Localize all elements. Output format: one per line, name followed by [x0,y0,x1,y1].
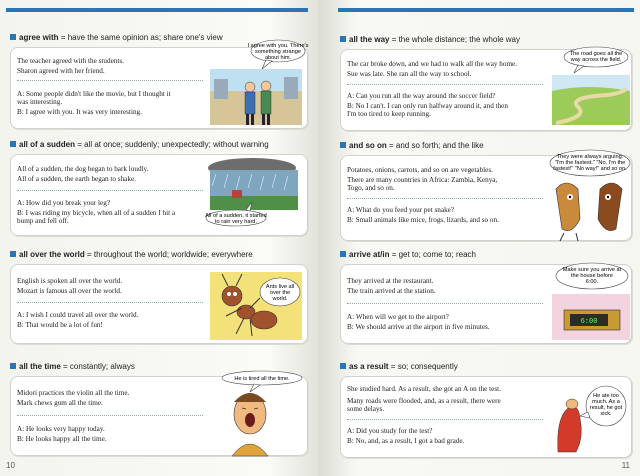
divider [17,190,203,191]
top-rule [6,8,308,12]
dialog-line: B: No I can't. I can only run halfway around it, and then [347,102,508,110]
entry-definition: = the whole distance; the whole way [389,35,520,44]
speech-bubble-line: He is tired all the time. [234,376,290,382]
dialog-line: A: How did you break your leg? [17,199,111,207]
example-line: Mark chews gum all the time. [17,399,103,407]
dialog-line: B: Small animals like mice, frogs, lizards, and so on. [347,216,499,224]
bullet-square-icon [10,251,16,257]
entry-phrase: arrive at/in [349,250,390,259]
example-line: The car broke down, and we had to walk all the way home. [347,60,518,68]
speech-bubble-line: "I'm the fastest." "No, I'm the [554,160,626,166]
dialog-line: bump and fell off. [17,217,69,225]
speech-bubble-line: to rain very hard. [215,219,257,225]
sick-man-illustration [550,378,630,458]
example-line: Sharon agreed with her friend. [17,67,105,75]
entry-all-of-a-sudden [10,140,308,236]
example-line: The teacher agreed with the students. [17,57,124,65]
speech-bubble-line: He ate too [593,393,619,399]
entry-definition: = and so forth; and the like [386,141,484,150]
speech-bubble-line: fastest!" "No way!" and so on. [553,166,627,172]
entry-and-so-on [340,141,632,241]
dialog-line: A: Can you run all the way around the soccer field? [347,92,496,100]
bullet-square-icon [10,363,16,369]
speech-bubble-line: sick. [600,411,612,417]
example-line: There are many countries in Africa: Zambia, Kenya, [347,176,498,184]
example-line: Many roads were flooded, and, as a result, there were [347,397,501,405]
clock-display: 6:00 [580,318,598,326]
entry-all-the-time [10,362,308,458]
speech-bubble-line: All of a sudden, it started [205,213,267,219]
entry-agree-with [10,33,308,129]
example-line: The train arrived at the station. [347,287,436,295]
entry-as-a-result [340,362,632,458]
speech-bubble-line: something strange [254,49,302,55]
entry-definition: = so; consequently [388,362,458,371]
bullet-square-icon [340,36,346,42]
entry-definition: = get to; come to; reach [389,250,476,259]
divider [347,303,543,304]
dialog-line: B: I was riding my bicycle, when all of a sudden I hit a [17,209,176,217]
example-line: All of a sudden, the dog began to bark loudly. [17,165,149,173]
entry-definition: = have the same opinion as; share one's view [58,33,223,42]
entry-heading [10,250,308,260]
rainstorm-illustration [202,156,306,236]
entry-all-the-way [340,35,632,131]
dialog-line: A: He looks very happy today. [17,425,105,433]
entry-arrive-at-in [340,250,632,346]
speech-bubble-line: I agree with you. There's [247,43,309,49]
entry-phrase: agree with [19,33,59,42]
divider [347,419,543,420]
example-line: English is spoken all over the world. [17,277,123,285]
entry-heading [10,140,308,150]
example-line: Togo, and so on. [347,184,395,192]
road-field-illustration [548,45,632,129]
dialog-line: A: Did you study for the test? [347,427,433,435]
example-line: Mozart is famous all over the world. [17,287,122,295]
speech-bubble-line: The road goes all the [569,51,623,57]
speech-bubble-line: Make sure you arrive at [562,267,622,273]
speech-bubble-line: They were always arguing. [556,154,624,160]
bullet-square-icon [340,363,346,369]
dialog-line: B: That would be a lot of fun! [17,321,103,329]
divider [347,84,543,85]
example-line: All of a sudden, the earth began to shake. [17,175,136,183]
dialog-line: I'm too tired to keep running. [347,110,431,118]
entry-phrase: all over the world [19,250,85,259]
page-number: 11 [621,461,630,470]
right-page [318,0,640,476]
example-line: They arrived at the restaurant. [347,277,434,285]
example-line: She studied hard. As a result, she got an A on the test. [347,385,501,393]
bullet-square-icon [10,141,16,147]
dialog-line: A: What do you feed your pet snake? [347,206,455,214]
speech-bubble-line: much. As a [592,399,620,405]
dialog-line: B: We should arrive at the airport in five minutes. [347,323,490,331]
bullet-square-icon [340,251,346,257]
dialog-line: A: I wish I could travel all over the world. [17,311,139,319]
agreeing-men-illustration [206,39,309,129]
speech-bubble-line: world. [272,296,288,302]
divider [17,80,203,81]
entry-definition: = throughout the world; worldwide; everywhere [84,250,253,259]
speech-bubble-line: 6:00. [585,279,599,285]
entry-phrase: as a result [349,362,389,371]
entry-definition: = all at once; suddenly; unexpectedly; without warning [75,140,269,149]
top-rule [338,8,634,12]
entry-heading [340,35,632,45]
page-number: 10 [6,461,15,470]
bullet-square-icon [10,34,16,40]
dialog-line: A: When will we get to the airport? [347,313,449,321]
dialog-line: A: Some people didn't like the movie, but I thought it [17,90,171,98]
entry-phrase: all the way [349,35,390,44]
entry-heading [340,362,632,372]
divider [17,415,203,416]
left-page [0,0,318,476]
speech-bubble-line: the house before [571,273,613,279]
speech-bubble-line: way across the field. [570,57,622,63]
example-line: Sue was late. She ran all the way to school. [347,70,472,78]
divider [17,302,203,303]
entry-all-over-the-world [10,250,308,346]
example-line: some delays. [347,405,385,413]
clock-illustration [548,260,632,344]
example-line: Midori practices the violin all the time. [17,389,130,397]
entry-phrase: all of a sudden [19,140,76,149]
speech-bubble-line: result, he got [589,405,623,411]
entry-phrase: all the time [19,362,61,371]
dialog-line: B: He looks happy all the time. [17,435,107,443]
entry-phrase: and so on [349,141,387,150]
dialog-line: B: I agree with you. It was very interesting. [17,108,142,116]
bullet-square-icon [340,142,346,148]
speech-bubble-line: Ants live all [265,284,295,290]
speech-bubble-line: about him. [264,55,292,61]
ant-illustration [208,270,304,342]
entry-heading [340,250,632,260]
example-line: Potatoes, onions, carrots, and so on are vegetables. [347,166,493,174]
divider [347,198,543,199]
dialog-line: was interesting. [17,98,63,106]
speech-bubble-line: over the [269,290,291,296]
entry-definition: = constantly; always [60,362,135,371]
yawning-man-illustration [210,368,306,458]
dialog-line: B: No, and, as a result, I got a bad grade. [347,437,465,445]
arguing-horses-illustration [546,149,632,241]
